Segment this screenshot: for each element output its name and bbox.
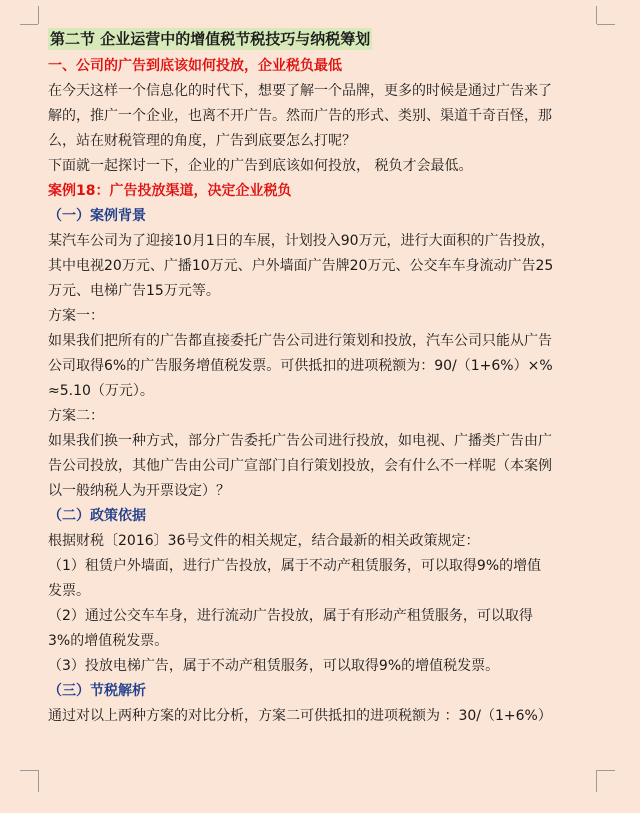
background-line: 如果我们换一种方式，部分广告委托广告公司进行投放，如电视、广播类广告由广 bbox=[48, 433, 552, 449]
title-row bbox=[48, 28, 608, 54]
plan-two-label: 方案二： bbox=[48, 408, 104, 424]
intro-line: 解的，推广一个企业，也离不开广告。然而广告的形式、类别、渠道千奇百怪，那 bbox=[48, 108, 552, 124]
crop-mark-bottom-left-horizontal bbox=[20, 770, 38, 771]
background-line: 万元、电梯广告15万元等。 bbox=[48, 283, 220, 299]
plan-one-label: 方案一： bbox=[48, 308, 104, 324]
background-line: 以一般纳税人为开票设定）？ bbox=[48, 483, 230, 499]
background-line: 其中电视20万元、广播10万元、户外墙面广告牌20万元、公交车车身流动广告25 bbox=[48, 258, 554, 274]
crop-mark-top-left-vertical bbox=[38, 6, 39, 24]
intro-line: 下面就一起探讨一下，企业的广告到底该如何投放， 税负才会最低。 bbox=[48, 158, 473, 174]
crop-mark-top-left-horizontal bbox=[20, 24, 38, 25]
crop-mark-bottom-left-vertical bbox=[38, 770, 39, 792]
policy-line: 发票。 bbox=[48, 583, 90, 599]
background-line: 某汽车公司为了迎接10月1日的车展，计划投入90万元，进行大面积的广告投放， bbox=[48, 233, 555, 249]
intro-line: 在今天这样一个信息化的时代下，想要了解一个品牌，更多的时候是通过广告来了 bbox=[48, 83, 552, 99]
subheading-tax-analysis: （三）节税解析 bbox=[48, 683, 146, 699]
policy-line: 3%的增值税发票。 bbox=[48, 633, 169, 649]
crop-mark-bottom-right-horizontal bbox=[597, 770, 615, 771]
subheading-policy-basis: （二）政策依据 bbox=[48, 508, 146, 524]
background-line: 公司取得6%的广告服务增值税发票。可供抵扣的进项税额为：90/（1+6%）×% bbox=[48, 358, 553, 374]
page-title: 第二节 企业运营中的增值税节税技巧与纳税筹划 bbox=[50, 30, 371, 48]
policy-line: （1）租赁户外墙面，进行广告投放，属于不动产租赁服务，可以取得9%的增值 bbox=[48, 558, 542, 574]
subheading-case-background: （一）案例背景 bbox=[48, 208, 146, 224]
analysis-line: 通过对以上两种方案的对比分析，方案二可供抵扣的进项税额为 ：30/（1+6%） bbox=[48, 708, 552, 724]
background-line: 告公司投放，其他广告由公司广宣部门自行策划投放，会有什么不一样呢（本案例 bbox=[48, 458, 552, 474]
policy-line: （2）通过公交车车身，进行流动广告投放，属于有形动产租赁服务，可以取得 bbox=[48, 608, 533, 624]
crop-mark-top-right-vertical bbox=[596, 6, 597, 24]
section-heading: 一、公司的广告到底该如何投放，企业税负最低 bbox=[48, 58, 342, 74]
background-line: 如果我们把所有的广告都直接委托广告公司进行策划和投放，汽车公司只能从广告 bbox=[48, 333, 552, 349]
crop-mark-bottom-right-vertical bbox=[596, 770, 597, 792]
document-body bbox=[48, 28, 608, 729]
policy-line: 根据财税〔2016〕36号文件的相关规定，结合最新的相关政策规定： bbox=[48, 533, 480, 549]
policy-line: （3）投放电梯广告，属于不动产租赁服务，可以取得9%的增值税发票。 bbox=[48, 658, 500, 674]
intro-line: 么，站在财税管理的角度，广告到底要怎么打呢？ bbox=[48, 133, 356, 149]
crop-mark-top-right-horizontal bbox=[597, 24, 615, 25]
background-line: ≈5.10（万元）。 bbox=[48, 383, 154, 399]
case-heading: 案例18：广告投放渠道，决定企业税负 bbox=[48, 183, 292, 199]
